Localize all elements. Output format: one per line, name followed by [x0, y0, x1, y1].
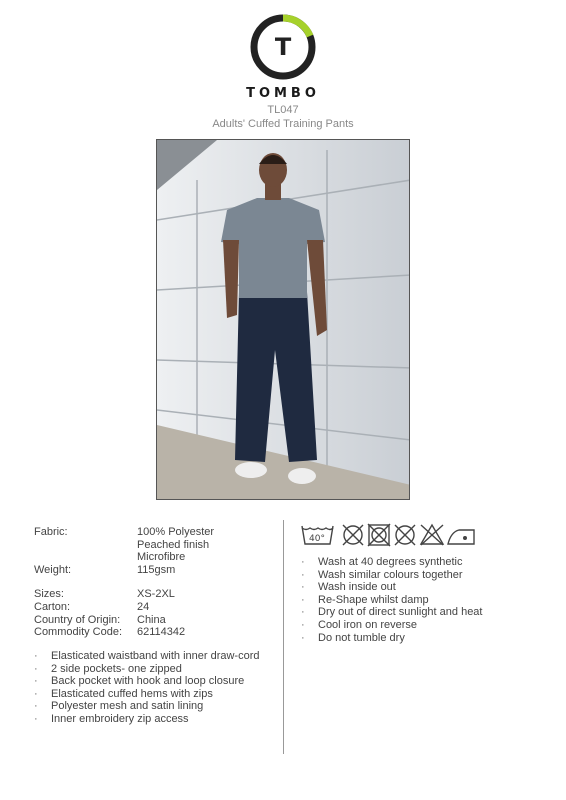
- list-item: · Elasticated cuffed hems with zips: [34, 688, 269, 701]
- spec-label: Commodity Code:: [34, 626, 123, 639]
- list-item: · Polyester mesh and satin lining: [34, 700, 269, 713]
- spec-value: 115gsm: [137, 563, 176, 576]
- spec-row-commodity: [34, 626, 247, 639]
- spec-label: Fabric:: [34, 526, 68, 538]
- spec-row-origin: [34, 614, 247, 627]
- spec-label: Sizes:: [34, 588, 64, 601]
- iron-low-icon: [448, 530, 474, 544]
- feature-list: [34, 650, 269, 726]
- column-divider: [283, 520, 284, 754]
- care-symbols: [301, 522, 476, 548]
- spec-value: Microfibre: [137, 551, 186, 564]
- no-dry-clean-icon: [395, 525, 415, 545]
- spec-label: Carton:: [34, 600, 71, 613]
- spec-row-carton: [34, 601, 247, 614]
- list-item: · Back pocket with hook and loop closure: [34, 675, 269, 688]
- model-photo-illustration: [157, 140, 410, 500]
- spec-row-sizes: [34, 588, 247, 601]
- spec-value: XS-2XL: [137, 588, 175, 601]
- product-name: Adults' Cuffed Training Pants: [212, 118, 354, 130]
- list-item: · Elasticated waistband with inner draw-cord: [34, 650, 269, 663]
- product-code: TL047: [267, 104, 299, 116]
- spec-value: 100% Polyester: [137, 526, 215, 538]
- product-photo: [156, 139, 410, 500]
- care-instruction-list: [301, 556, 491, 644]
- list-item: · Wash inside out: [301, 581, 491, 594]
- brand-name: TOMBO: [246, 86, 320, 101]
- logo-letter: T: [274, 33, 292, 61]
- wash-40-icon: [302, 526, 333, 544]
- spec-row-fabric: [34, 526, 247, 539]
- list-item: · Cool iron on reverse: [301, 619, 491, 632]
- spec-value: Peached finish: [137, 538, 210, 551]
- spec-value: 62114342: [137, 626, 186, 639]
- list-item: · Dry out of direct sunlight and heat: [301, 606, 491, 619]
- spec-row-weight: [34, 564, 247, 577]
- list-item: · Re-Shape whilst damp: [301, 594, 491, 607]
- list-item: · Wash similar colours together: [301, 569, 491, 582]
- list-item: · Do not tumble dry: [301, 632, 491, 645]
- spec-value: 24: [137, 600, 150, 613]
- wash-temp-label: 40°: [309, 534, 325, 544]
- no-tumble-dry-icon: [368, 524, 390, 546]
- spec-label: Country of Origin:: [34, 613, 121, 626]
- no-chlorine-icon: [421, 525, 443, 545]
- tombo-logo-icon: [248, 12, 318, 82]
- no-bleach-icon: [343, 525, 363, 545]
- spec-table: [34, 526, 247, 639]
- list-item: · 2 side pockets- one zipped: [34, 663, 269, 676]
- list-item: · Wash at 40 degrees synthetic: [301, 556, 491, 569]
- list-item: · Inner embroidery zip access: [34, 713, 269, 726]
- spec-value: China: [137, 613, 166, 626]
- spec-label: Weight:: [34, 563, 72, 576]
